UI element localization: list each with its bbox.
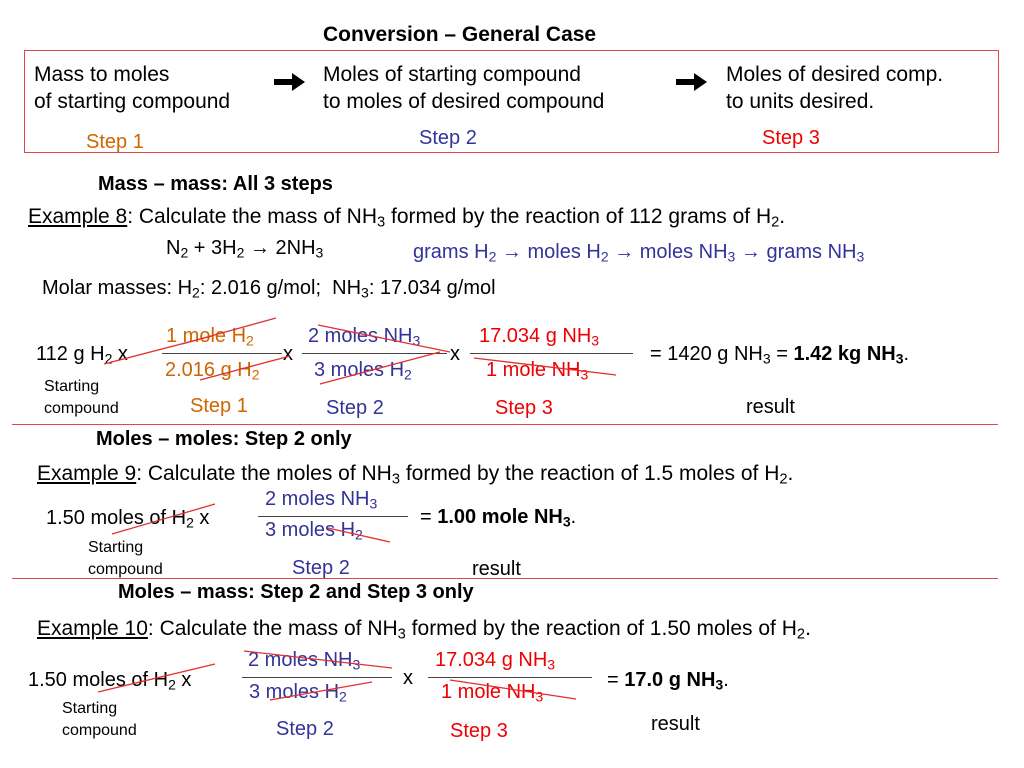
ex8-f1-den: 2.016 g $H_2$ bbox=[165, 359, 260, 383]
ex10-f1-num: 2 moles $NH_3$ bbox=[248, 649, 361, 673]
general-step3: Step 3 bbox=[762, 127, 820, 149]
box2-text: Moles of starting compound to moles of desired compound bbox=[323, 63, 605, 114]
conversion-pathway: grams $H_2$ → moles $H_2$ → moles $NH_3$ → grams $NH_3$ bbox=[413, 241, 865, 265]
ex8-f2-den: 3 moles $H_2$ bbox=[314, 359, 412, 383]
ex10-start-value: 1.50 moles of $H_2$ x bbox=[28, 669, 192, 693]
example8-line: Example 8: Calculate the mass of $NH_3$ formed by the reaction of 112 grams of $H_2$. bbox=[28, 205, 786, 231]
section1-heading: Mass – mass: All 3 steps bbox=[98, 173, 333, 195]
ex10-step3: Step 3 bbox=[450, 720, 508, 742]
strike-line bbox=[182, 318, 276, 344]
general-step1: Step 1 bbox=[86, 131, 144, 153]
ex8-step1: Step 1 bbox=[190, 395, 248, 417]
molar-masses: Molar masses: $H_2$: 2.016 g/mol; $NH_3$: 17.034 g/mol bbox=[42, 277, 496, 301]
page-title: Conversion – General Case bbox=[323, 23, 597, 46]
strike-line bbox=[320, 352, 440, 384]
ex9-step2: Step 2 bbox=[292, 557, 350, 579]
strike-line bbox=[328, 528, 390, 542]
ex8-step3: Step 3 bbox=[495, 397, 553, 419]
ex8-f1-num: 1 mole $H_2$ bbox=[166, 325, 254, 349]
ex9-result-label: result bbox=[472, 558, 521, 580]
times: x bbox=[450, 343, 460, 365]
section2-heading: Moles – moles: Step 2 only bbox=[96, 428, 352, 450]
ex8-f3-den: 1 mole $NH_3$ bbox=[486, 359, 589, 383]
strike-line bbox=[450, 680, 576, 699]
ex10-starting-compound: Starting compound bbox=[62, 700, 137, 739]
ex9-f1-num: 2 moles $NH_3$ bbox=[265, 488, 378, 512]
ex8-result-label: result bbox=[746, 396, 795, 418]
times: x bbox=[403, 667, 413, 689]
example10-line: Example 10: Calculate the mass of $NH_3$ formed by the reaction of 1.50 moles of $H_2$. bbox=[37, 617, 811, 643]
section3-heading: Moles – mass: Step 2 and Step 3 only bbox=[118, 581, 474, 603]
ex8-f2-num: 2 moles $NH_3$ bbox=[308, 325, 421, 349]
ex10-f1-den: 3 moles $H_2$ bbox=[249, 681, 347, 705]
ex10-result: = 17.0 g $NH_3$. bbox=[607, 669, 729, 693]
ex8-f3-num: 17.034 g $NH_3$ bbox=[479, 325, 600, 349]
strike-line bbox=[98, 664, 215, 692]
reaction-equation: $N_2 + 3H_2 \to 2NH_3$ bbox=[166, 237, 324, 261]
strike-line bbox=[112, 504, 215, 534]
box3-text: Moles of desired comp. to units desired. bbox=[726, 63, 944, 114]
ex10-result-label: result bbox=[651, 713, 700, 735]
strike-line bbox=[474, 358, 616, 375]
ex10-f2-num: 17.034 g $NH_3$ bbox=[435, 649, 556, 673]
ex9-result: = 1.00 mole $NH_3$. bbox=[420, 506, 577, 530]
ex10-step2: Step 2 bbox=[276, 718, 334, 740]
strike-line bbox=[200, 356, 290, 380]
general-step2: Step 2 bbox=[419, 127, 477, 149]
strike-line bbox=[270, 682, 372, 700]
ex10-f2-den: 1 mole $NH_3$ bbox=[441, 681, 544, 705]
times: x bbox=[283, 343, 293, 365]
ex8-starting-compound: Starting compound bbox=[44, 378, 119, 417]
ex8-step2: Step 2 bbox=[326, 397, 384, 419]
strike-line bbox=[318, 325, 450, 352]
strike-line bbox=[244, 649, 392, 673]
ex9-f1-den: 3 moles $H_2$ bbox=[265, 519, 363, 543]
example9-line: Example 9: Calculate the moles of $NH_3$ formed by the reaction of 1.5 moles of $H_2$. bbox=[37, 462, 794, 488]
ex9-start-value: 1.50 moles of $H_2$ x bbox=[46, 507, 210, 531]
ex8-result: = 1420 g $NH_3 = 1.42$ kg $NH_3$. bbox=[650, 343, 910, 367]
ex9-starting-compound: Starting compound bbox=[88, 539, 163, 578]
ex8-start-value: 112 g $H_2$ x bbox=[36, 343, 128, 367]
box1-text: Mass to moles of starting compound bbox=[34, 63, 231, 114]
